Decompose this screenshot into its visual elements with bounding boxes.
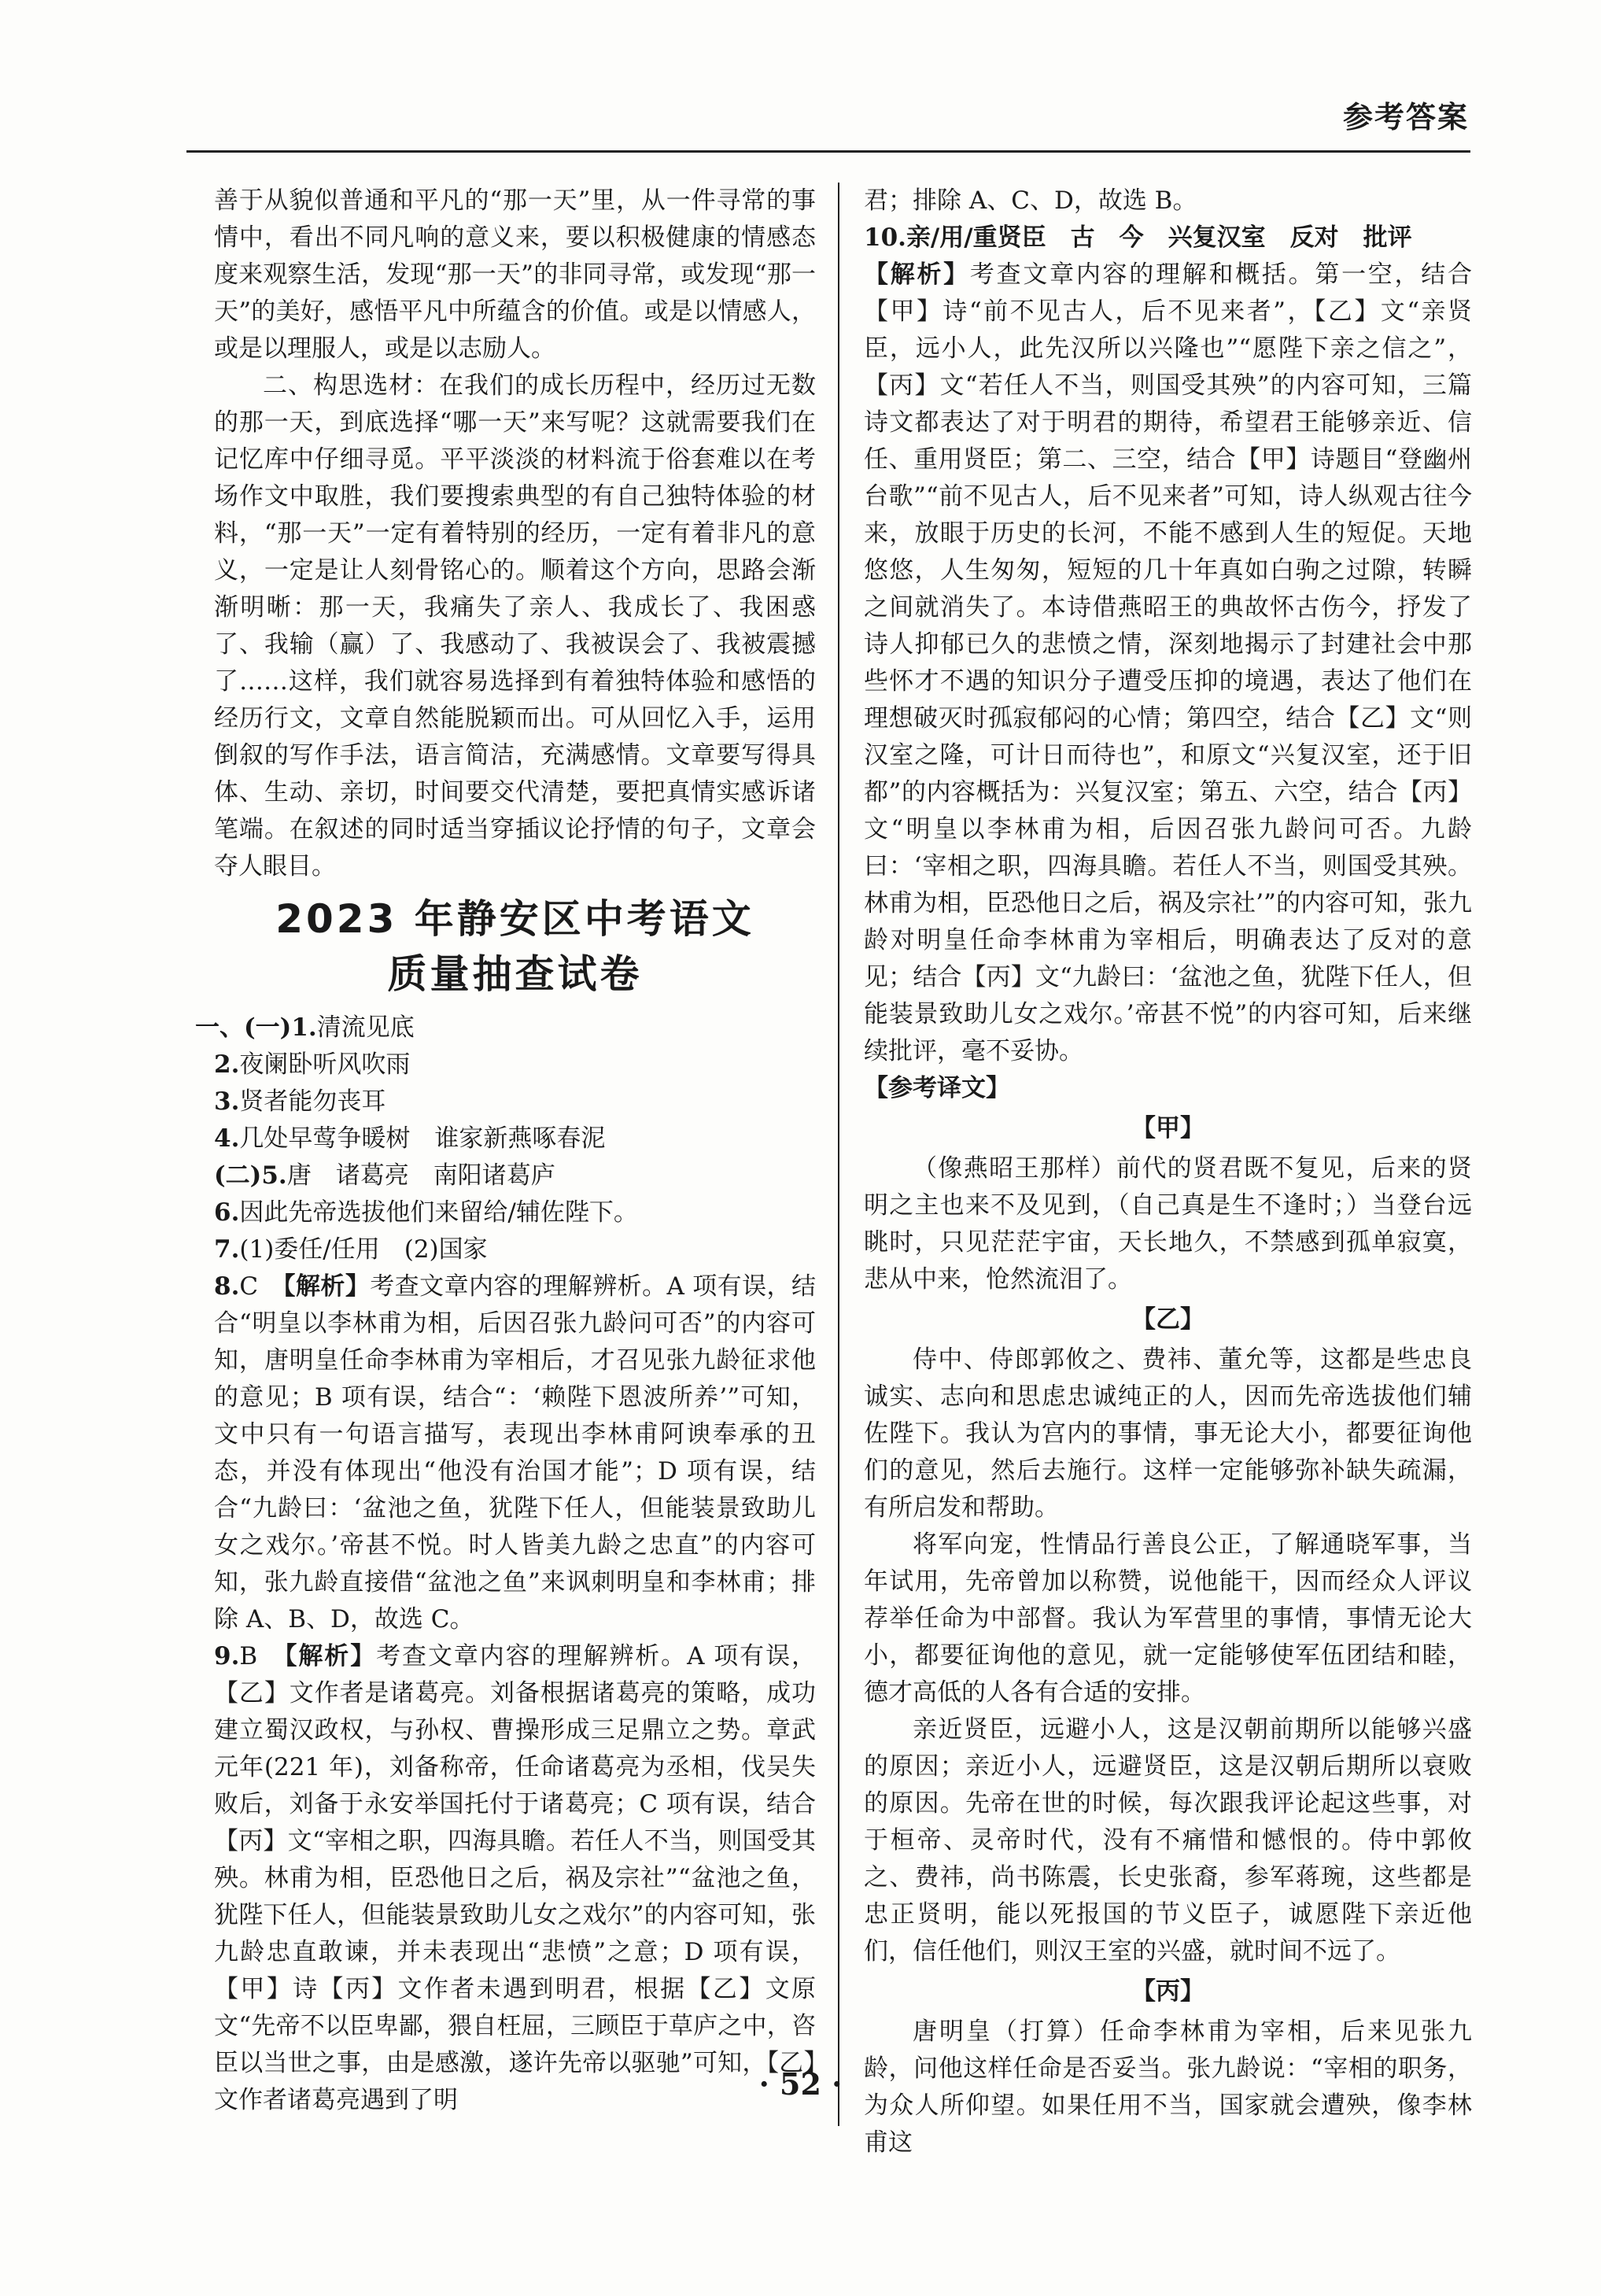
q4-text: 几处早莺争暖树 谁家新燕啄春泥 (239, 1124, 606, 1153)
q8-label: 8. (214, 1272, 240, 1301)
q6-text: 因此先帝选拔他们来留给/辅佐陛下。 (239, 1198, 638, 1227)
q10-analysis-paragraph (864, 257, 1472, 1070)
section-bing-heading: 【丙】 (1131, 1977, 1204, 2006)
exam-title (214, 891, 816, 1002)
right-column (864, 183, 1472, 2161)
q9-continuation: 君；排除 A、C、D，故选 B。 (864, 186, 1197, 215)
q9-label: 9. (214, 1642, 240, 1670)
answer-9 (214, 1638, 816, 2119)
q7-text: (1)委任/任用 (2)国家 (239, 1235, 488, 1264)
q1-label: 一、(一)1. (195, 1013, 317, 1042)
q8-analysis: 考查文章内容的理解辨析。A 项有误，结合“明皇以李林甫为相，后因召张九龄问可否”的内容可知，唐明皇任命李林甫为宰相后，才召见张九龄征求他的意见；B 项有误，结合“：‘赖陛下恩波所养’”可知，文中只有一句语言描写，表现出李林甫阿谀奉承的丑态，并没有体现出“他没有治国才能”；D 项有误，结合“九龄曰：‘盆池之鱼，犹陛下任人，但能装景致助儿女之戏尔。’帝甚不悦。时人皆美九龄之忠直”的内容可知，张九龄直接借“盆池之鱼”来讽刺明皇和李林甫；排除 A、B、D，故选 C。 (214, 1272, 817, 1633)
q6-label: 6. (214, 1198, 240, 1227)
q4-label: 4. (214, 1124, 240, 1153)
answer-7 (214, 1231, 816, 1268)
q8-analysis-tag: 【解析】 (283, 1272, 371, 1301)
q10-analysis-tag: 【解析】 (864, 260, 970, 289)
answer-5 (214, 1157, 816, 1194)
q10-text: 亲/用/重贤臣 古 今 兴复汉室 反对 批评 (906, 223, 1412, 252)
q3-label: 3. (214, 1087, 240, 1116)
section-bing-text: 唐明皇（打算）任命李林甫为宰相，后来见张九龄，问他这样任命是否妥当。张九龄说：“宰相的职务，为众人所仰望。如果任用不当，国家就会遭殃，像李林甫这 (864, 2017, 1472, 2157)
answer-1 (195, 1010, 816, 1046)
answer-10 (864, 220, 1472, 257)
page-number: · 52 · (758, 2066, 843, 2102)
q10-analysis: 考查文章内容的理解和概括。第一空，结合【甲】诗“前不见古人，后不见来者”，【乙】文“亲贤臣，远小人，此先汉所以兴隆也”“愿陛下亲之信之”，【丙】文“若任人不当，则国受其殃”的内容可知，三篇诗文都表达了对于明君的期待，希望君王能够亲近、信任、重用贤臣；第二、三空，结合【甲】诗题目“登幽州台歌”“前不见古人，后不见来者”可知，诗人纵观古往今来，放眼于历史的长河，不能不感到人生的短促。天地悠悠，人生匆匆，短短的几十年真如白驹之过隙，转瞬之间就消失了。本诗借燕昭王的典故怀古伤今，抒发了诗人抑郁已久的悲愤之情，深刻地揭示了封建社会中那些怀才不遇的知识分子遭受压抑的境遇，表达了他们在理想破灭时孤寂郁闷的心情；第四空，结合【乙】文“则汉室之隆，可计日而待也”，和原文“兴复汉室，还于旧都”的内容概括为：兴复汉室；第五、六空，结合【丙】文“明皇以李林甫为相，后因召张九龄问可否。九龄曰：‘宰相之职，四海具瞻。若任人不当，则国受其殃。林甫为相，臣恐他日之后，祸及宗社’”的内容可知，张九龄对明皇任命李林甫为宰相后，明确表达了反对的意见；结合【丙】文“九龄曰：‘盆池之鱼，犹陛下任人，但能装景致助儿女之戏尔。’帝甚不悦”的内容可知，后来继续批评，毫不妥协。 (864, 260, 1473, 1065)
q7-label: 7. (214, 1235, 240, 1264)
answer-8 (214, 1268, 816, 1638)
q9-analysis: 考查文章内容的理解辨析。A 项有误，【乙】文作者是诸葛亮。刘备根据诸葛亮的策略，成功建立蜀汉政权，与孙权、曹操形成三足鼎立之势。章武元年(221 年)，刘备称帝，任命诸葛亮为丞相，伐吴失败后，刘备于永安举国托付于诸葛亮；C 项有误，结合【丙】文“宰相之职，四海具瞻。若任人不当，则国受其殃。林甫为相，臣恐他日之后，祸及宗社”“盆池之鱼，犹陛下任人，但能装景致助儿女之戏尔”的内容可知，张九龄忠直敢谏，并未表现出“悲愤”之意；D 项有误，【甲】诗【丙】文作者未遇到明君，根据【乙】文原文“先帝不以臣卑鄙，猥自枉屈，三顾臣于草庐之中，咨臣以当世之事，由是感激，遂许先帝以驱驰”可知，【乙】文作者诸葛亮遇到了明 (214, 1642, 816, 2114)
q8-choice: C (239, 1272, 259, 1301)
answer-4 (214, 1120, 816, 1157)
column-divider (838, 183, 839, 2126)
q9-choice: B (239, 1642, 258, 1670)
q5-label: (二)5. (214, 1161, 287, 1190)
section-jia-text: （像燕昭王那样）前代的贤君既不复见，后来的贤明之主也来不及见到，（自己真是生不逢时；）当登台远眺时，只见茫茫宇宙，天长地久，不禁感到孤单寂寞，悲从中来，怆然流泪了。 (864, 1154, 1472, 1294)
section-yi-text-2: 将军向宠，性情品行善良公正，了解通晓军事，当年试用，先帝曾加以称赞，说他能干，因而经众人评议荐举任命为中部督。我认为军营里的事情，事情无论大小，都要征询他的意见，就一定能够使军伍团结和睦，德才高低的人各有合适的安排。 (864, 1530, 1472, 1707)
answer-2 (214, 1046, 816, 1083)
reference-translation-tag: 【参考译文】 (864, 1074, 1010, 1102)
header-rule (186, 150, 1470, 153)
section-yi-heading: 【乙】 (1131, 1305, 1204, 1334)
section-yi-text-3: 亲近贤臣，远避小人，这是汉朝前期所以能够兴盛的原因；亲近小人，远避贤臣，这是汉朝后期所以衰败的原因。先帝在世的时候，每次跟我评论起这些事，对于桓帝、灵帝时代，没有不痛惜和憾恨的。侍中郭攸之、费祎，尚书陈震，长史张裔，参军蒋琬，这些都是忠正贤明，能以死报国的节义臣子，诚愿陛下亲近他们，信任他们，则汉王室的兴盛，就时间不远了。 (864, 1715, 1472, 1966)
intro-paragraph: 善于从貌似普通和平凡的“那一天”里，从一件寻常的事情中，看出不同凡响的意义来，要以积极健康的情感态度来观察生活，发现“那一天”的非同寻常，或发现“那一天”的美好，感悟平凡中所蕴含的价值。或是以情感人，或是以理服人，或是以志励人。 (214, 186, 816, 363)
section-jia-heading: 【甲】 (1131, 1114, 1204, 1142)
q1-text: 清流见底 (316, 1013, 415, 1042)
header-title: 参考答案 (1342, 100, 1469, 135)
q9-analysis-tag: 【解析】 (284, 1642, 377, 1670)
q2-label: 2. (214, 1050, 240, 1079)
answer-6 (214, 1194, 816, 1231)
section-yi-text-1: 侍中、侍郎郭攸之、费祎、董允等，这都是些忠良诚实、志向和思虑忠诚纯正的人，因而先帝选拔他们辅佐陛下。我认为宫内的事情，事无论大小，都要征询他们的意见，然后去施行。这样一定能够弥补缺失疏漏，有所启发和帮助。 (864, 1345, 1472, 1522)
left-column (195, 183, 817, 2119)
q3-text: 贤者能勿丧耳 (239, 1087, 386, 1116)
exam-title-line2: 质量抽查试卷 (387, 951, 643, 997)
q10-label: 10. (864, 223, 906, 252)
q5-text: 唐 诸葛亮 南阳诸葛庐 (286, 1161, 555, 1190)
q2-text: 夜阑卧听风吹雨 (239, 1050, 411, 1079)
exam-title-line1: 2023 年静安区中考语文 (275, 896, 754, 942)
composition-tips: 二、构思选材：在我们的成长历程中，经历过无数的那一天，到底选择“哪一天”来写呢？这就需要我们在记忆库中仔细寻觅。平平淡淡的材料流于俗套难以在考场作文中取胜，我们要搜索典型的有自己独特体验的材料，“那一天”一定有着特别的经历，一定有着非凡的意义，一定是让人刻骨铭心的。顺着这个方向，思路会渐渐明晰：那一天，我痛失了亲人、我成长了、我困惑了、我输（赢）了、我感动了、我被误会了、我被震撼了……这样，我们就容易选择到有着独特体验和感悟的经历行文，文章自然能脱颖而出。可从回忆入手，运用倒叙的写作手法，语言简洁，充满感情。文章要写得具体、生动、亲切，时间要交代清楚，要把真情实感诉诸笔端。在叙述的同时适当穿插议论抒情的句子，文章会夺人眼目。 (214, 371, 816, 880)
answer-3 (214, 1083, 816, 1120)
